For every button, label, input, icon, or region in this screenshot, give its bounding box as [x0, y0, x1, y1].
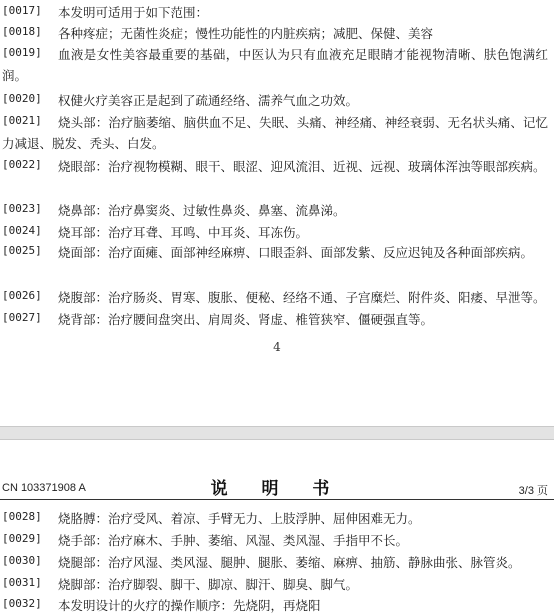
paragraph-number: [0029]	[2, 532, 42, 545]
paragraph-number: [0028]	[2, 510, 42, 523]
paragraph-number: [0030]	[2, 554, 42, 567]
paragraph-text: 烧头部：治疗脑萎缩、脑供血不足、失眠、头痛、神经痛、神经衰弱、无名状头痛、记忆力减退、脱发、秃头、白发。	[2, 115, 548, 151]
paragraph-text: 烧鼻部：治疗鼻窦炎、过敏性鼻炎、鼻塞、流鼻涕。	[58, 203, 346, 218]
paragraph-text: 烧胳膊：治疗受风、着凉、手臂无力、上肢浮肿、屈伸困难无力。	[58, 511, 421, 526]
paragraph-number: [0026]	[2, 289, 42, 302]
paragraph-text: 本发明设计的火疗的操作顺序：先烧阴，再烧阳	[58, 598, 321, 613]
paragraph-text: 权健火疗美容正是起到了疏通经络、濡养气血之功效。	[58, 93, 359, 108]
paragraph-number: [0018]	[2, 25, 42, 38]
page-title: 说 明 书	[210, 479, 344, 499]
paragraph-text: 烧眼部：治疗视物模糊、眼干、眼涩、迎风流泪、近视、远视、玻璃体浑浊等眼部疾病。	[58, 159, 546, 174]
paragraph-text: 烧腹部：治疗肠炎、胃寒、腹胀、便秘、经络不通、子宫糜烂、附件炎、阳痿、早泄等。	[58, 290, 546, 305]
paragraph-text: 各种疼症；无菌性炎症；慢性功能性的内脏疾病；减肥、保健、美容	[58, 26, 434, 41]
page-number: 4	[273, 340, 281, 354]
page-separator	[0, 426, 554, 440]
paragraph-number: [0019]	[2, 46, 42, 59]
paragraph-text: 血液是女性美容最重要的基础，中医认为只有血液充足眼睛才能视物清晰、肤色饱满红润。	[2, 47, 548, 83]
paragraph-number: [0022]	[2, 158, 42, 171]
header-divider	[0, 499, 554, 500]
paragraph-number: [0024]	[2, 224, 42, 237]
paragraph-text: 烧背部：治疗腰间盘突出、肩周炎、肾虚、椎管狭窄、僵硬强直等。	[58, 312, 434, 327]
paragraph-number: [0017]	[2, 4, 42, 17]
paragraph-text: 烧腿部：治疗风湿、类风湿、腿肿、腿胀、萎缩、麻痹、抽筋、静脉曲张、脉管炎。	[58, 555, 521, 570]
paragraph-number: [0031]	[2, 576, 42, 589]
paragraph-number: [0025]	[2, 244, 42, 257]
paragraph-text: 本发明可适用于如下范围：	[58, 5, 209, 20]
paragraph-text: 烧耳部：治疗耳聋、耳鸣、中耳炎、耳冻伤。	[58, 225, 309, 240]
paragraph-number: [0032]	[2, 597, 42, 610]
paragraph-number: [0023]	[2, 202, 42, 215]
paragraph-text: 烧面部：治疗面瘫、面部神经麻痹、口眼歪斜、面部发紫、反应迟钝及各种面部疾病。	[58, 245, 534, 260]
paragraph-text: 烧手部：治疗麻木、手肿、萎缩、风湿、类风湿、手指甲不长。	[58, 533, 409, 548]
patent-number: CN 103371908 A	[2, 482, 86, 494]
page-count: 3/3 页	[518, 485, 548, 497]
paragraph-number: [0020]	[2, 92, 42, 105]
paragraph-text: 烧脚部：治疗脚裂、脚干、脚凉、脚汗、脚臭、脚气。	[58, 577, 359, 592]
paragraph-number: [0027]	[2, 311, 42, 324]
paragraph-number: [0021]	[2, 114, 42, 127]
